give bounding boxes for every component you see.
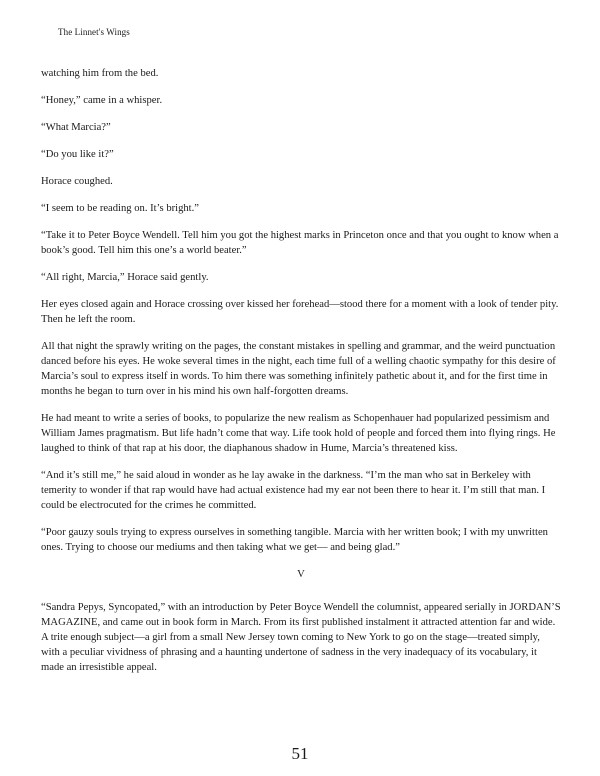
paragraph: “Take it to Peter Boyce Wendell. Tell him you got the highest marks in Princeton once and that you ought to know when a book’s good. Tell him this one’s a world beater.” <box>41 230 559 256</box>
paragraph: “What Marcia?” <box>41 122 111 133</box>
paragraph: He had meant to write a series of books, to popularize the new realism as Schopenhauer had popularized pessimism and William James pragmatism. But life hadn’t come that way. Life took hold of people and forced them into flying rings. He laughed to think of that rap at his door, the diaphanous shadow in Hume, Marcia’s threatened kiss. <box>41 413 556 454</box>
paragraph: “And it’s still me,” he said aloud in wonder as he lay awake in the darkness. “I’m the man who sat in Berkeley with temerity to wonder if that rap would have had actual existence had my ear not been there to hear it. I’m still that man. I could be electrocuted for the crimes he committed. <box>41 470 546 511</box>
paragraph: “All right, Marcia,” Horace said gently. <box>41 272 209 283</box>
paragraph: “Poor gauzy souls trying to express ourselves in something tangible. Marcia with her written book; I with my unwritten ones. Trying to choose our mediums and then taking what we get— and being glad.” <box>41 527 548 553</box>
paragraph: Horace coughed. <box>41 176 113 187</box>
paragraph: watching him from the bed. <box>41 68 159 79</box>
page-body <box>41 66 561 687</box>
paragraph: “Sandra Pepys, Syncopated,” with an introduction by Peter Boyce Wendell the columnist, appeared serially in JORDAN’S MAGAZINE, and came out in book form in March. From its first published instalment it attracted attention far and wide. A trite enough subject—a girl from a small New Jersey town coming to New York to go on the stage—treated simply, with a peculiar vividness of phrasing and a haunting undertone of sadness in the very inadequacy of its vocabulary, it made an irresistible appeal. <box>41 602 561 673</box>
page-number: 51 <box>291 744 309 763</box>
paragraph: Her eyes closed again and Horace crossing over kissed her forehead—stood there for a moment with a look of tender pity. Then he left the room. <box>41 299 559 325</box>
paragraph: “I seem to be reading on. It’s bright.” <box>41 203 199 214</box>
paragraph: All that night the sprawly writing on the pages, the constant mistakes in spelling and grammar, and the weird punctuation danced before his eyes. He woke several times in the night, each time full of a welling chaotic sympathy for this desire of Marcia’s soul to express itself in words. To him there was something infinitely pathetic about it, and for the first time in months he began to turn over in his mind his own half-forgotten dreams. <box>41 341 556 397</box>
running-header: The Linnet's Wings <box>58 27 130 37</box>
paragraph: “Do you like it?” <box>41 149 114 160</box>
paragraph: “Honey,” came in a whisper. <box>41 95 163 106</box>
section-heading: V <box>297 569 305 580</box>
